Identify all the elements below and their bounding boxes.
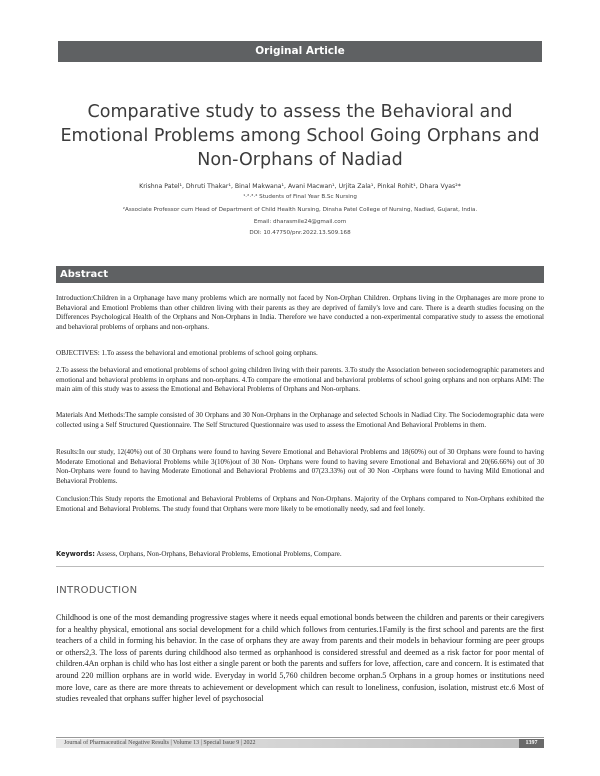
- title-line: Non-Orphans of Nadiad: [197, 150, 403, 170]
- section-divider: [56, 566, 544, 567]
- abstract-heading: Abstract: [56, 266, 544, 283]
- article-type-banner: [58, 41, 542, 62]
- page-number: 1397: [519, 739, 544, 748]
- title-line: Comparative study to assess the Behavioral and: [87, 102, 513, 122]
- footer-rule: [56, 737, 544, 738]
- paper-title: [58, 100, 542, 172]
- abstract-objectives-1: OBJECTIVES: 1.To assess the behavioral and emotional problems of school going orphans.: [56, 349, 318, 357]
- article-type-label: Original Article: [255, 45, 345, 57]
- abstract-results: Results:In our study, 12(40%) out of 30 Orphans were found to having Severe Emotional and Behavioral Problems and 18(60%) out of 30 Orphans were found to having Moderate Emotional and Behavioral Problems while 3(10%)out of 30 Non- Orphans were found to having severe Emotional and Behavioral and 20(66.66%) out of 30 Non-Orphans were found to having Moderate Emotional and Behavioral Problems and 07(23.33%) out of 30 Non -Orphans were found to having Mild Emotional and Behavioral Problems.: [56, 448, 544, 486]
- affiliation-students: ¹·²·³·⁴ Students of Final Year B.Sc Nursing: [243, 194, 357, 200]
- abstract-conclusion: Conclusion:This Study reports the Emotional and Behavioral Problems of Orphans and Non-Orphans. Majority of the Orphans compared to Non-Orphans exhibited the Emotional and Behavioral Problems. The study found that Orphans were more likely to be emotionally needy, sad and feel lonely.: [56, 495, 544, 513]
- introduction-heading: INTRODUCTION: [56, 585, 138, 596]
- affiliation-professor: ²Associate Professor cum Head of Department of Child Health Nursing, Dinsha Patel College of Nursing, Nadiad, Gujarat, India.: [122, 207, 478, 213]
- footer-journal: Journal of Pharmaceutical Negative Results | Volume 13 | Special Issue 9 | 2022: [64, 740, 256, 746]
- introduction-body: Childhood is one of the most demanding progressive stages where it needs equal emotional bonds between the children and parents or their caregivers for a healthy physical, emotional ans social development for a child which follows from centuries.1Family is the first school and parents are the first teachers of a child in forming his behavior. In the case of orphans they are away from parents and their models in behaviour forming are peer groups or others2,3. The loss of parents during childhood also termed as orphanhood is considered stressful and deemed as a risk factor for poor mental of children.4An orphan is child who has lost either a single parent or both the parents and suffers for love, affection, care and concern. It is estimated that around 220 million orphans are in world wide. Everyday in world 5,760 children become orphan.5 Orphans in a group homes or institutions need more love, care as there are more threats to achievement or development which can result to loneliness, confusion, isolation, mistrust etc.6 Most of studies revealed that orphans suffer higher level of psychosocial: [56, 613, 544, 704]
- keywords-text: Assess, Orphans, Non-Orphans, Behavioral Problems, Emotional Problems, Compare.: [96, 550, 342, 558]
- abstract-introduction: Introduction:Children in a Orphanage have many problems which are normally not faced by Non-Orphan Children. Orphans living in the Orphanages are more prone to Behavioral and Emotionl Problems than other children living with their parents as they are deprived of family's love and care. There is a dearth studies focusing on the Differences Psychological Health of the Orphans and Non-Orphans in India. Therefore we have conducted a non-experimental comparative study to assess the emotional and behavioral problems of orphans and non-orphans.: [56, 294, 544, 332]
- keywords: [56, 550, 544, 558]
- title-line: Emotional Problems among School Going Orphans and: [60, 126, 540, 146]
- abstract-objectives-2: 2.To assess the behavioral and emotional problems of school going children living with their parents. 3.To study the Association between sociodemographic parameters and emotional and behavioral problems in orphans and non-orphans. 4.To compare the emotional and behavioral problems of school going orphans and non orphans AIM: The main aim of this study was to assess the Emotional and Behavioral Problems of Orphans and Non-orphans.: [56, 366, 544, 394]
- doi[interactable]: DOI: 10.47750/pnr.2022.13.S09.168: [249, 230, 351, 236]
- keywords-label: Keywords:: [56, 550, 95, 558]
- abstract-methods: Materials And Methods:The sample consisted of 30 Orphans and 30 Non-Orphans in the Orphanage and selected Schools in Nadiad City. The Sociodemographic data were collected using a Self Structured Questionnaire. The Self Structured Questionnaire was used to assess the Emotional And Behavioral Problems in them.: [56, 411, 544, 429]
- author-email[interactable]: Email: dharasmile24@gmail.com: [253, 219, 347, 225]
- author-list: Krishna Patel¹, Dhruti Thakar¹, Binal Makwana¹, Avani Macwan¹, Urjita Zala¹, Pinkal Rohit¹, Dhara Vyas²*: [139, 183, 461, 190]
